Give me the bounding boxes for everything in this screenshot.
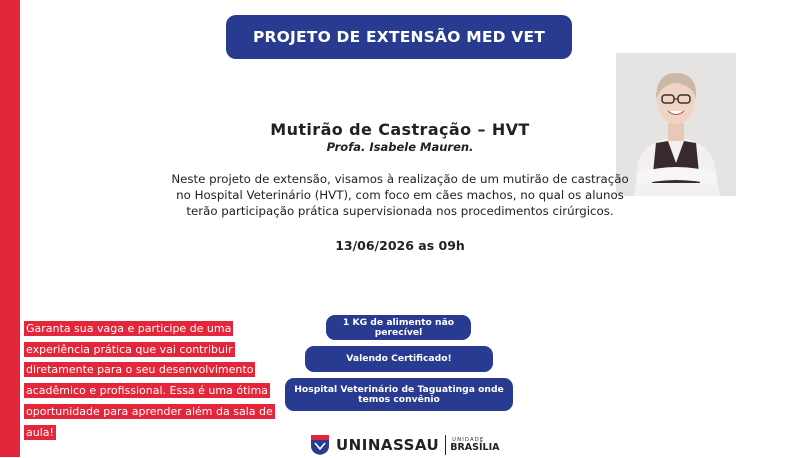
page-title: PROJETO DE EXTENSÃO MED VET bbox=[226, 15, 572, 59]
logo-unit bbox=[450, 437, 499, 453]
left-accent-bar bbox=[0, 0, 20, 457]
promo-text bbox=[24, 319, 274, 443]
event-date: 13/06/2026 as 09h bbox=[335, 238, 465, 253]
logo-unit-label: UNIDADE bbox=[452, 437, 485, 443]
event-description: Neste projeto de extensão, visamos à realização de um mutirão de castração no Hospital Veterinário (HVT), com foco em cães machos, no qual os alunos terão participação prática supervisionada nos procedimentos cirúrgicos. bbox=[171, 172, 629, 218]
logo-divider bbox=[445, 435, 446, 455]
requirement-badge: 1 KG de alimento não perecível bbox=[326, 315, 471, 340]
person-icon bbox=[616, 53, 736, 196]
shield-logo-icon bbox=[310, 434, 330, 456]
promo-text-highlight: Garanta sua vaga e participe de uma experiência prática que vai contribuir diretamente para o seu desenvolvimento acadêmico e profissional. Essa é uma ótima oportunidade para aprender além da sala de aula! bbox=[26, 322, 273, 439]
professor-name: Profa. Isabele Mauren. bbox=[326, 140, 474, 154]
certificate-badge: Valendo Certificado! bbox=[305, 346, 493, 372]
logo-brand: UNINASSAU bbox=[336, 436, 440, 454]
event-heading: Mutirão de Castração – HVT bbox=[270, 120, 530, 139]
professor-photo bbox=[616, 53, 736, 196]
location-badge: Hospital Veterinário de Taguatinga onde temos convênio bbox=[285, 378, 513, 411]
uninassau-logo bbox=[310, 432, 499, 458]
logo-unit-name: BRASÍLIA bbox=[450, 442, 500, 453]
